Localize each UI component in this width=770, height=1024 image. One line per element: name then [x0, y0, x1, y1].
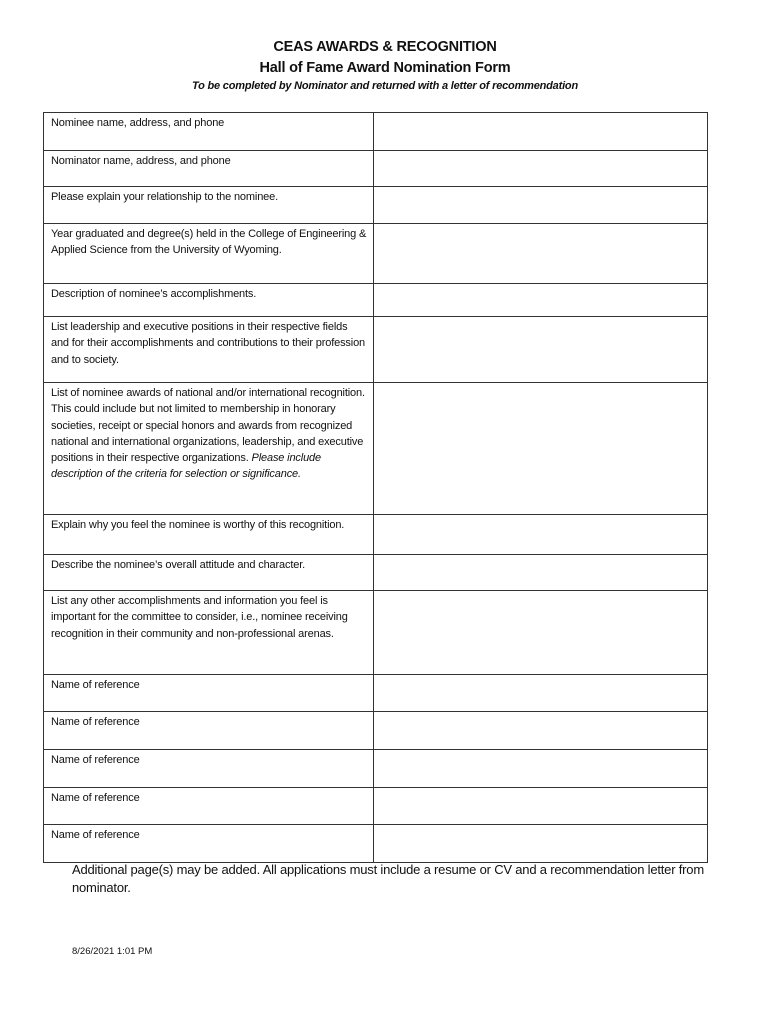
table-row: [44, 555, 708, 591]
answer-cell-nominator[interactable]: [374, 151, 708, 187]
table-row: [44, 317, 708, 383]
table-row: [44, 788, 708, 825]
row-label-italic: Please include description of the criteria for selection or significance.: [51, 452, 321, 481]
row-label: Explain why you feel the nominee is worthy of this recognition.: [44, 515, 374, 555]
table-row: [44, 591, 708, 675]
answer-cell-nominee[interactable]: [374, 113, 708, 151]
row-label: [44, 383, 374, 515]
table-row: [44, 151, 708, 187]
table-row: [44, 284, 708, 317]
answer-cell-worthy[interactable]: [374, 515, 708, 555]
row-label-text: List of nominee awards of national and/or international recognition. This could include but not limited to membership in honorary societies, receipt or special honors and awards from recognized national and international organizations, leadership, and executive positions in their respective organizations.: [51, 387, 365, 465]
answer-cell-reference-4[interactable]: [374, 788, 708, 825]
row-label: Nominee name, address, and phone: [44, 113, 374, 151]
answer-cell-other[interactable]: [374, 591, 708, 675]
row-label: Name of reference: [44, 712, 374, 750]
row-label: Name of reference: [44, 675, 374, 712]
table-row: [44, 224, 708, 284]
form-title: CEAS AWARDS & RECOGNITION: [273, 39, 497, 55]
answer-cell-character[interactable]: [374, 555, 708, 591]
row-label: Describe the nominee’s overall attitude and character.: [44, 555, 374, 591]
table-row: [44, 383, 708, 515]
answer-cell-leadership[interactable]: [374, 317, 708, 383]
table-row: [44, 750, 708, 788]
print-timestamp: 8/26/2021 1:01 PM: [72, 946, 153, 957]
row-label: List leadership and executive positions in their respective fields and for their accomplishments and contributions to their profession and to society.: [44, 317, 374, 383]
answer-cell-relationship[interactable]: [374, 187, 708, 224]
row-label: Year graduated and degree(s) held in the College of Engineering & Applied Science from the University of Wyoming.: [44, 224, 374, 284]
answer-cell-accomplishments[interactable]: [374, 284, 708, 317]
form-instruction: To be completed by Nominator and returned with a letter of recommendation: [192, 80, 578, 92]
row-label: Description of nominee’s accomplishments.: [44, 284, 374, 317]
row-label: Name of reference: [44, 825, 374, 863]
form-subtitle: Hall of Fame Award Nomination Form: [259, 60, 511, 76]
nomination-table: [43, 112, 708, 863]
answer-cell-reference-2[interactable]: [374, 712, 708, 750]
answer-cell-reference-3[interactable]: [374, 750, 708, 788]
row-label: Name of reference: [44, 788, 374, 825]
table-row: [44, 187, 708, 224]
answer-cell-reference-1[interactable]: [374, 675, 708, 712]
footer-note: Additional page(s) may be added. All applications must include a resume or CV and a recommendation letter from nominator.: [72, 862, 704, 895]
table-row: [44, 712, 708, 750]
table-row: [44, 515, 708, 555]
answer-cell-awards[interactable]: [374, 383, 708, 515]
row-label: Name of reference: [44, 750, 374, 788]
table-row: [44, 825, 708, 863]
answer-cell-degree[interactable]: [374, 224, 708, 284]
table-row: [44, 113, 708, 151]
row-label: Please explain your relationship to the nominee.: [44, 187, 374, 224]
row-label: Nominator name, address, and phone: [44, 151, 374, 187]
answer-cell-reference-5[interactable]: [374, 825, 708, 863]
table-row: [44, 675, 708, 712]
row-label: List any other accomplishments and information you feel is important for the committee to consider, i.e., nominee receiving recognition in their community and non-professional arenas.: [44, 591, 374, 675]
